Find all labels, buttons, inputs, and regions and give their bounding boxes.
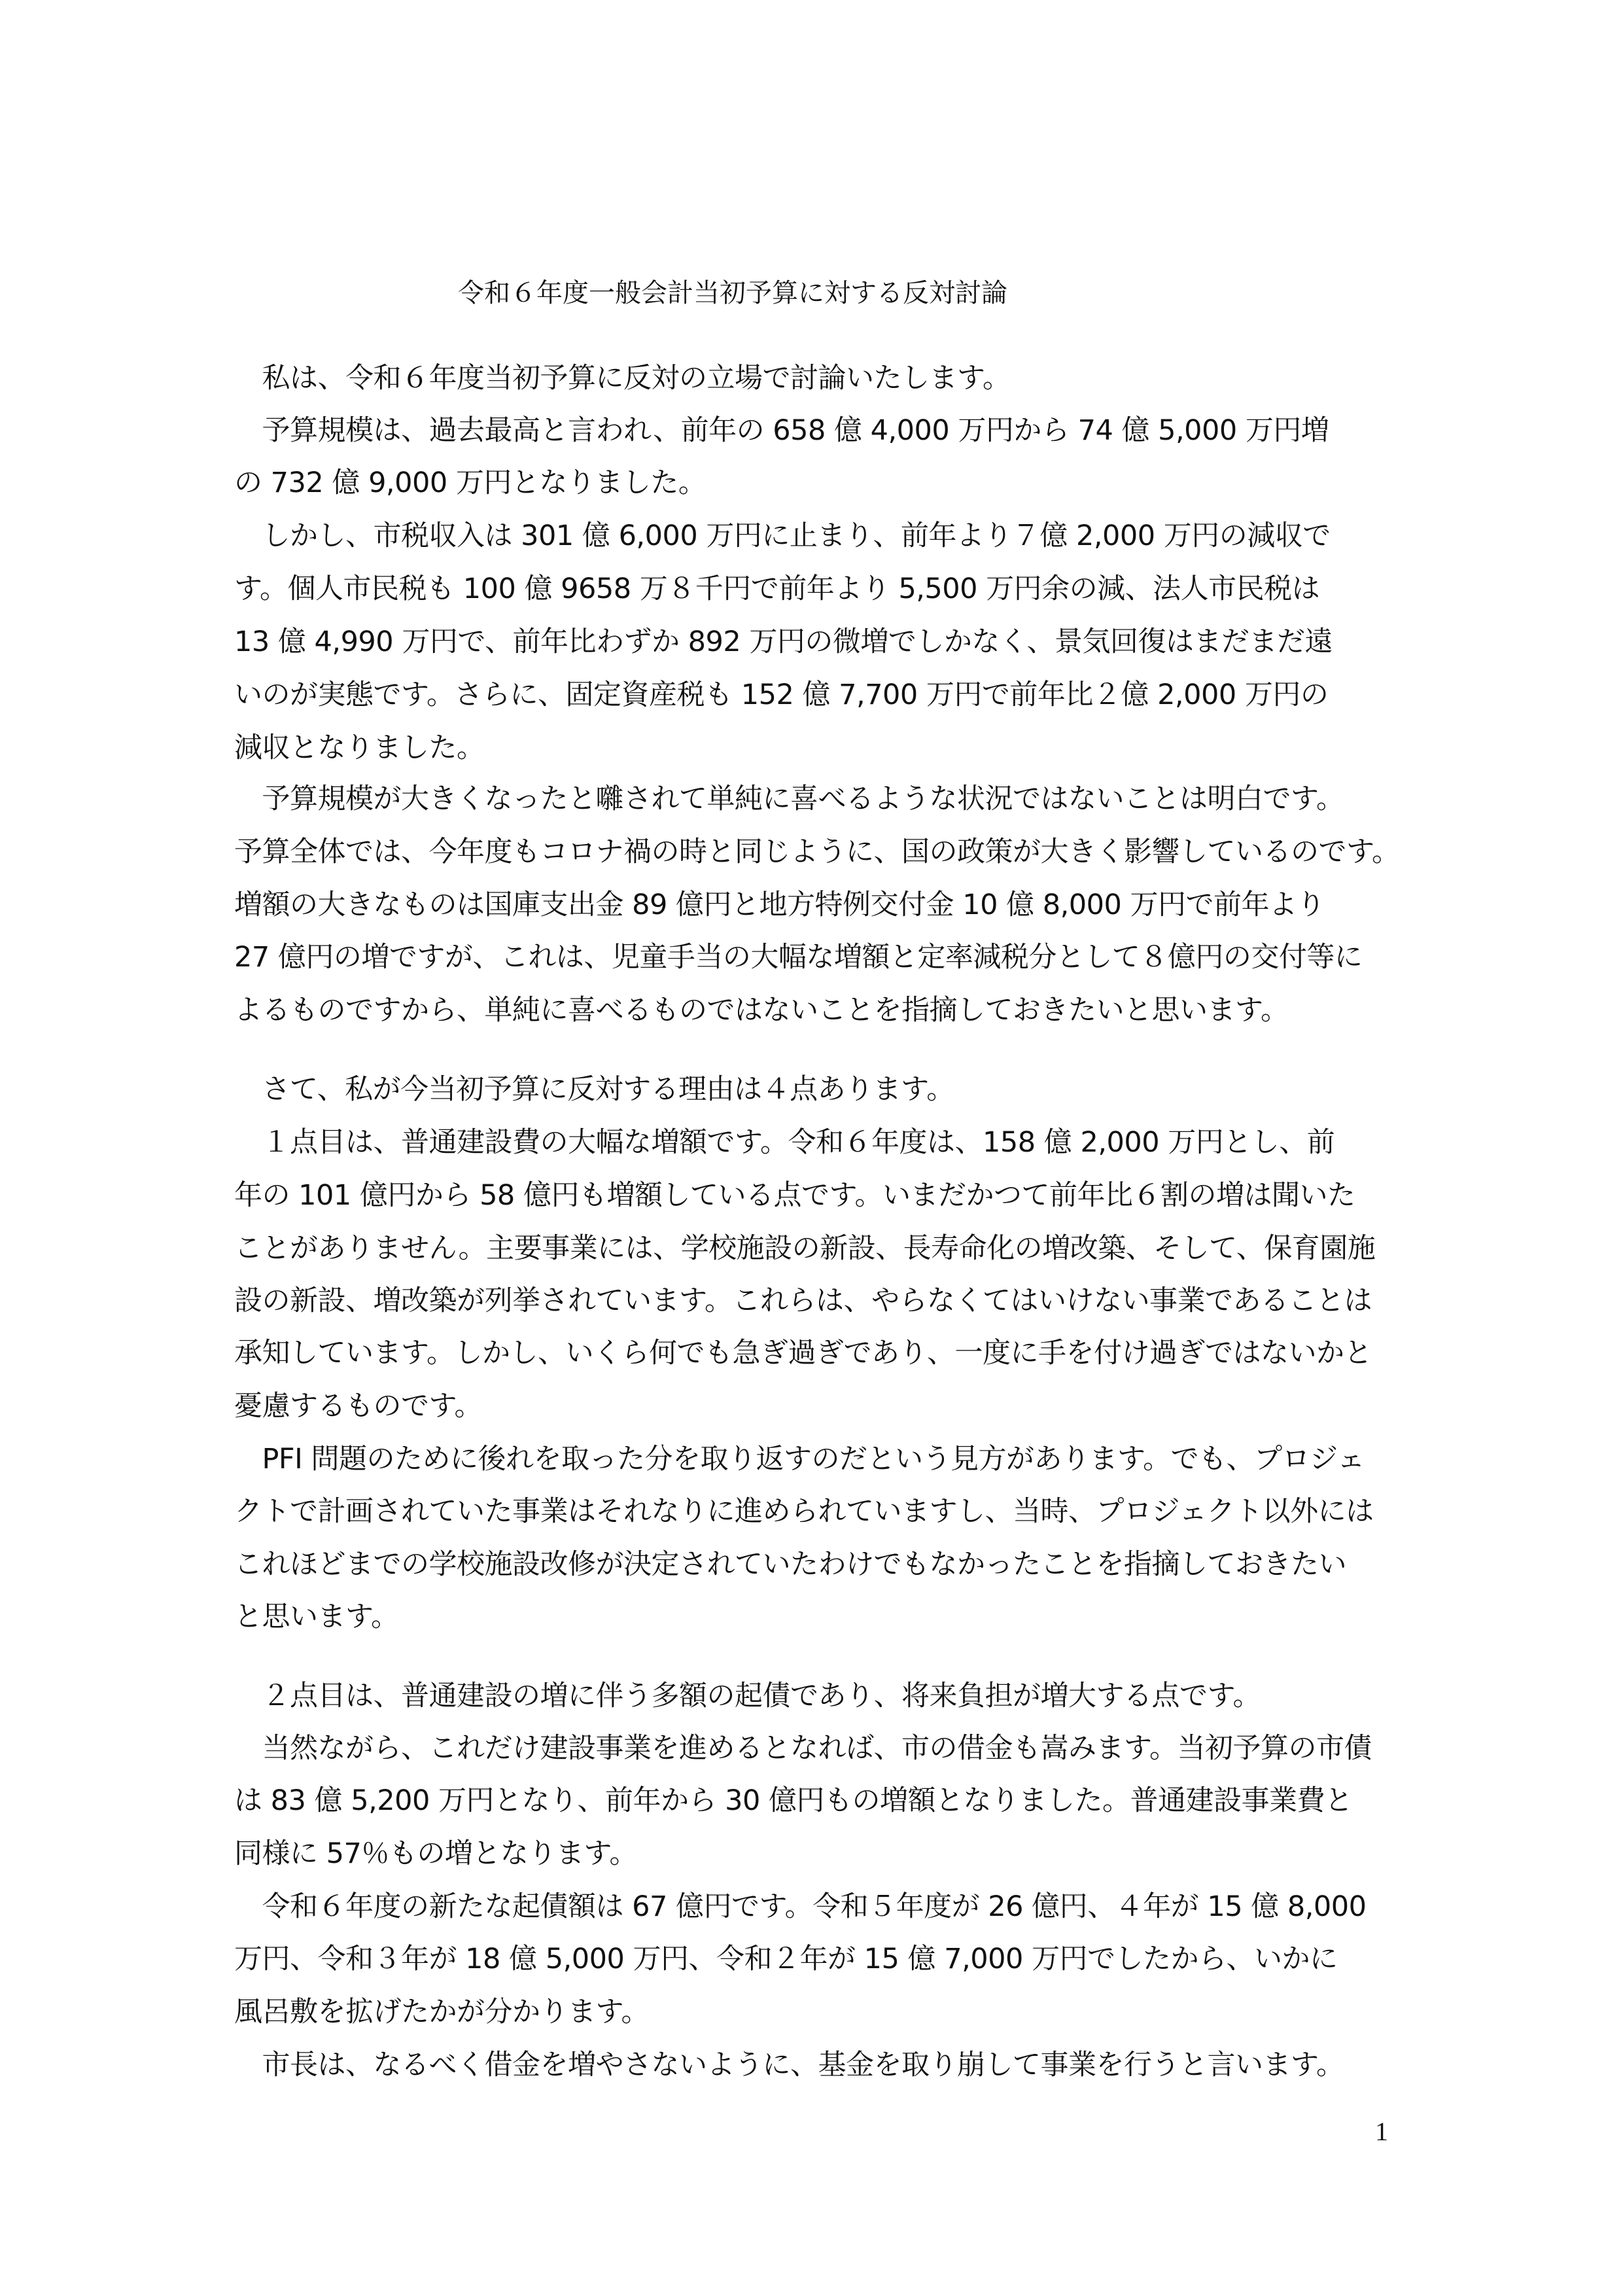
body-line: 13 億 4,990 万円で、前年比わずか 892 万円の微増でしかなく、景気回復はまだまだ遠 bbox=[234, 626, 1333, 658]
body-line: 予算全体では、今年度もコロナ禍の時と同じように、国の政策が大きく影響しているのです。 bbox=[234, 836, 1400, 868]
body-line: さて、私が今当初予算に反対する理由は４点あります。 bbox=[234, 1073, 954, 1106]
body-line: 設の新設、増改築が列挙されています。これらは、やらなくてはいけない事業であることは bbox=[234, 1284, 1372, 1317]
body-line: 増額の大きなものは国庫支出金 89 億円と地方特例交付金 10 億 8,000 万円で前年より bbox=[234, 889, 1325, 921]
body-line: 予算規模が大きくなったと囃されて単純に喜べるような状況ではないことは明白です。 bbox=[234, 783, 1344, 815]
body-line: クトで計画されていた事業はそれなりに進められていますし、当時、プロジェクト以外には bbox=[234, 1495, 1374, 1528]
body-line: 承知しています。しかし、いくら何でも急ぎ過ぎであり、一度に手を付け過ぎではないかと bbox=[234, 1337, 1372, 1369]
body-line: は 83 億 5,200 万円となり、前年から 30 億円もの増額となりました。普通建設事業費と bbox=[234, 1784, 1353, 1817]
body-line: 減収となりました。 bbox=[234, 732, 485, 764]
page-number: 1 bbox=[1375, 2117, 1388, 2146]
body-line: 市長は、なるべく借金を増やさないように、基金を取り崩して事業を行うと言います。 bbox=[234, 2049, 1344, 2081]
document-title: 令和６年度一般会計当初予算に対する反対討論 bbox=[458, 278, 1007, 308]
body-line: 同様に 57％もの増となります。 bbox=[234, 1837, 637, 1870]
body-line: １点目は、普通建設費の大幅な増額です。令和６年度は、158 億 2,000 万円とし、前 bbox=[234, 1126, 1335, 1159]
body-line: 万円、令和３年が 18 億 5,000 万円、令和２年が 15 億 7,000 万円でしたから、いかに bbox=[234, 1943, 1338, 1975]
body-line: いのが実態です。さらに、固定資産税も 152 億 7,700 万円で前年比２億 2,000 万円の bbox=[234, 679, 1329, 711]
body-line: の 732 億 9,000 万円となりました。 bbox=[234, 467, 707, 499]
body-line: しかし、市税収入は 301 億 6,000 万円に止まり、前年より７億 2,000 万円の減収で bbox=[234, 520, 1331, 552]
body-line: す。個人市民税も 100 億 9658 万８千円で前年より 5,500 万円余の減、法人市民税は bbox=[234, 573, 1320, 605]
body-line: 年の 101 億円から 58 億円も増額している点です。いまだかつて前年比６割の増は聞いた bbox=[234, 1179, 1355, 1212]
body-line: 憂慮するものです。 bbox=[234, 1390, 483, 1422]
body-line: ことがありません。主要事業には、学校施設の新設、長寿命化の増改築、そして、保育園施 bbox=[234, 1232, 1376, 1265]
body-line: 令和６年度の新たな起債額は 67 億円です。令和５年度が 26 億円、４年が 15 億 8,000 bbox=[234, 1890, 1367, 1923]
body-line: 当然ながら、これだけ建設事業を進めるとなれば、市の借金も嵩みます。当初予算の市債 bbox=[234, 1732, 1372, 1765]
body-line: 予算規模は、過去最高と言われ、前年の 658 億 4,000 万円から 74 億 5,000 万円増 bbox=[234, 414, 1329, 447]
body-line: よるものですから、単純に喜べるものではないことを指摘しておきたいと思います。 bbox=[234, 994, 1289, 1027]
body-line: PFI 問題のために後れを取った分を取り返すのだという見方があります。でも、プロジェ bbox=[234, 1443, 1365, 1475]
body-line: ２点目は、普通建設の増に伴う多額の起債であり、将来負担が増大する点です。 bbox=[234, 1680, 1261, 1712]
body-line: 私は、令和６年度当初予算に反対の立場で討論いたします。 bbox=[234, 362, 1011, 395]
body-line: 風呂敷を拡げたかが分かります。 bbox=[234, 1996, 650, 2028]
body-line: と思います。 bbox=[234, 1600, 399, 1633]
body-line: 27 億円の増ですが、これは、児童手当の大幅な増額と定率減税分として８億円の交付等に bbox=[234, 941, 1363, 974]
body-line: これほどまでの学校施設改修が決定されていたわけでもなかったことを指摘しておきたい bbox=[234, 1548, 1346, 1581]
